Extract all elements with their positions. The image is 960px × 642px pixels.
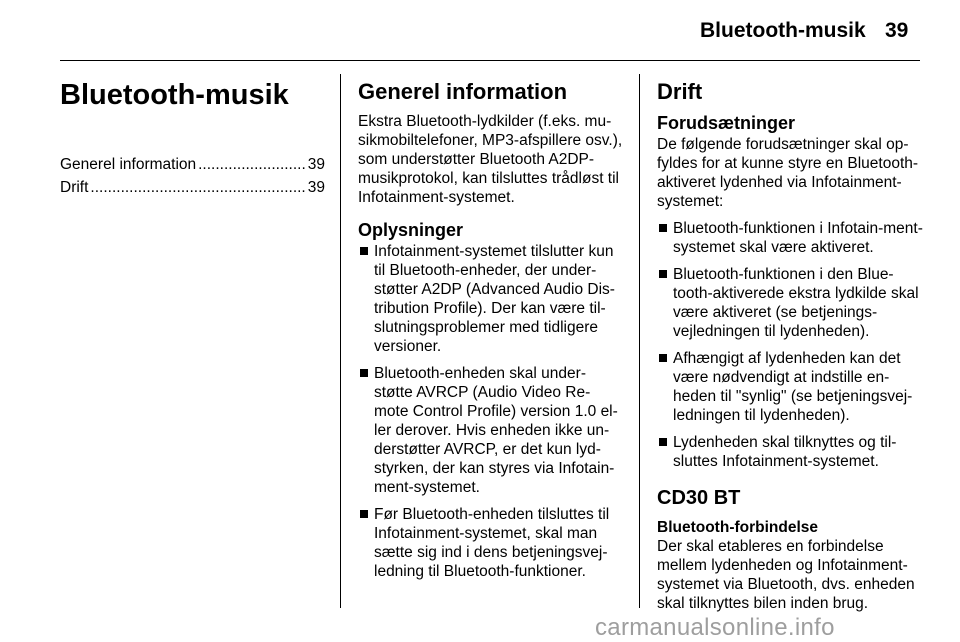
toc-leader-dots: [198, 153, 306, 176]
list-item-text: Afhængigt af lydenheden kan det være nødvendigt at indstille en-heden til "synlig" (se betjeningsvej-ledningen til lydenheden).: [673, 350, 913, 424]
page-number: 39: [885, 19, 909, 42]
list-item: [657, 433, 923, 471]
toc-entry-label: Drift: [60, 179, 89, 196]
watermark: carmanualsonline.info: [595, 614, 835, 641]
drift-column: [657, 75, 923, 613]
list-item: [358, 242, 624, 356]
toc-entry-page: 39: [307, 156, 325, 173]
minor-heading-bluetooth-forbindelse: Bluetooth-forbindelse: [657, 519, 819, 536]
info-bullet-list: [358, 242, 624, 581]
toc-column: [60, 75, 325, 199]
column-divider-1: [340, 74, 341, 608]
connection-paragraph: Der skal etableres en forbindelse mellem lydenheden og Infotainment-systemet via Bluetooth, dvs. enheden skal tilknyttes bilen inden brug.: [657, 538, 915, 612]
toc-entry-page: 39: [307, 179, 325, 196]
table-of-contents: [60, 153, 325, 199]
list-item: [657, 265, 923, 341]
running-header-title: Bluetooth-musik: [700, 19, 866, 42]
square-bullet-icon: [360, 510, 368, 518]
list-item-text: Bluetooth-funktionen i den Blue-tooth-aktiverede ekstra lydkilde skal være aktiveret (se betjenings-vejledningen til lydenheden).: [673, 266, 919, 340]
subheading-oplysninger: Oplysninger: [358, 220, 464, 240]
header-divider: [60, 60, 920, 61]
column-divider-2: [639, 74, 640, 608]
list-item-text: Infotainment-systemet tilslutter kun til Bluetooth-enheder, der under-støtter A2DP (Advanced Audio Dis-tribution Profile). Der kan være til-slutningsproblemer med tidligere versioner.: [374, 243, 615, 355]
toc-entry-drift[interactable]: [60, 176, 325, 199]
section-heading-drift: Drift: [657, 79, 703, 104]
toc-entry-label: Generel information: [60, 156, 197, 173]
square-bullet-icon: [659, 270, 667, 278]
prerequisites-intro: De følgende forudsætninger skal op-fyldes for at kunne styre en Bluetooth-aktiveret lydenhed via Infotainment-systemet:: [657, 136, 919, 210]
general-information-column: [358, 75, 624, 589]
list-item-text: Bluetooth-funktionen i Infotain-ment-systemet skal være aktiveret.: [673, 220, 923, 256]
square-bullet-icon: [659, 354, 667, 362]
toc-entry-generel-information[interactable]: [60, 153, 325, 176]
square-bullet-icon: [360, 369, 368, 377]
toc-leader-dots: [90, 176, 305, 199]
square-bullet-icon: [659, 438, 667, 446]
list-item: [358, 505, 624, 581]
list-item-text: Før Bluetooth-enheden tilsluttes til Infotainment-systemet, skal man sætte sig ind i dens betjeningsvej-ledning til Bluetooth-funktioner.: [374, 506, 610, 580]
list-item: [657, 219, 923, 257]
section-heading-cd30-bt: CD30 BT: [657, 487, 741, 509]
list-item-text: Bluetooth-enheden skal under-støtte AVRCP (Audio Video Re-mote Control Profile) version 1.0 el-ler derover. Hvis enheden ikke un-derstøtter AVRCP, er det kun lyd-styrken, der kan styres via Infotain-ment-systemet.: [374, 365, 618, 496]
square-bullet-icon: [360, 247, 368, 255]
list-item: [657, 349, 923, 425]
prerequisites-bullet-list: [657, 219, 923, 471]
list-item-text: Lydenheden skal tilknyttes og til-sluttes Infotainment-systemet.: [673, 434, 897, 470]
square-bullet-icon: [659, 224, 667, 232]
chapter-title: Bluetooth-musik: [60, 79, 289, 111]
list-item: [358, 364, 624, 497]
intro-paragraph: Ekstra Bluetooth-lydkilder (f.eks. mu-sikmobiltelefoner, MP3-afspillere osv.), som understøtter Bluetooth A2DP-musikprotokol, kan tilsluttes trådløst til Infotainment-systemet.: [358, 113, 623, 206]
section-heading-general-information: Generel information: [358, 79, 568, 104]
subheading-forudsaetninger: Forudsætninger: [657, 113, 795, 133]
